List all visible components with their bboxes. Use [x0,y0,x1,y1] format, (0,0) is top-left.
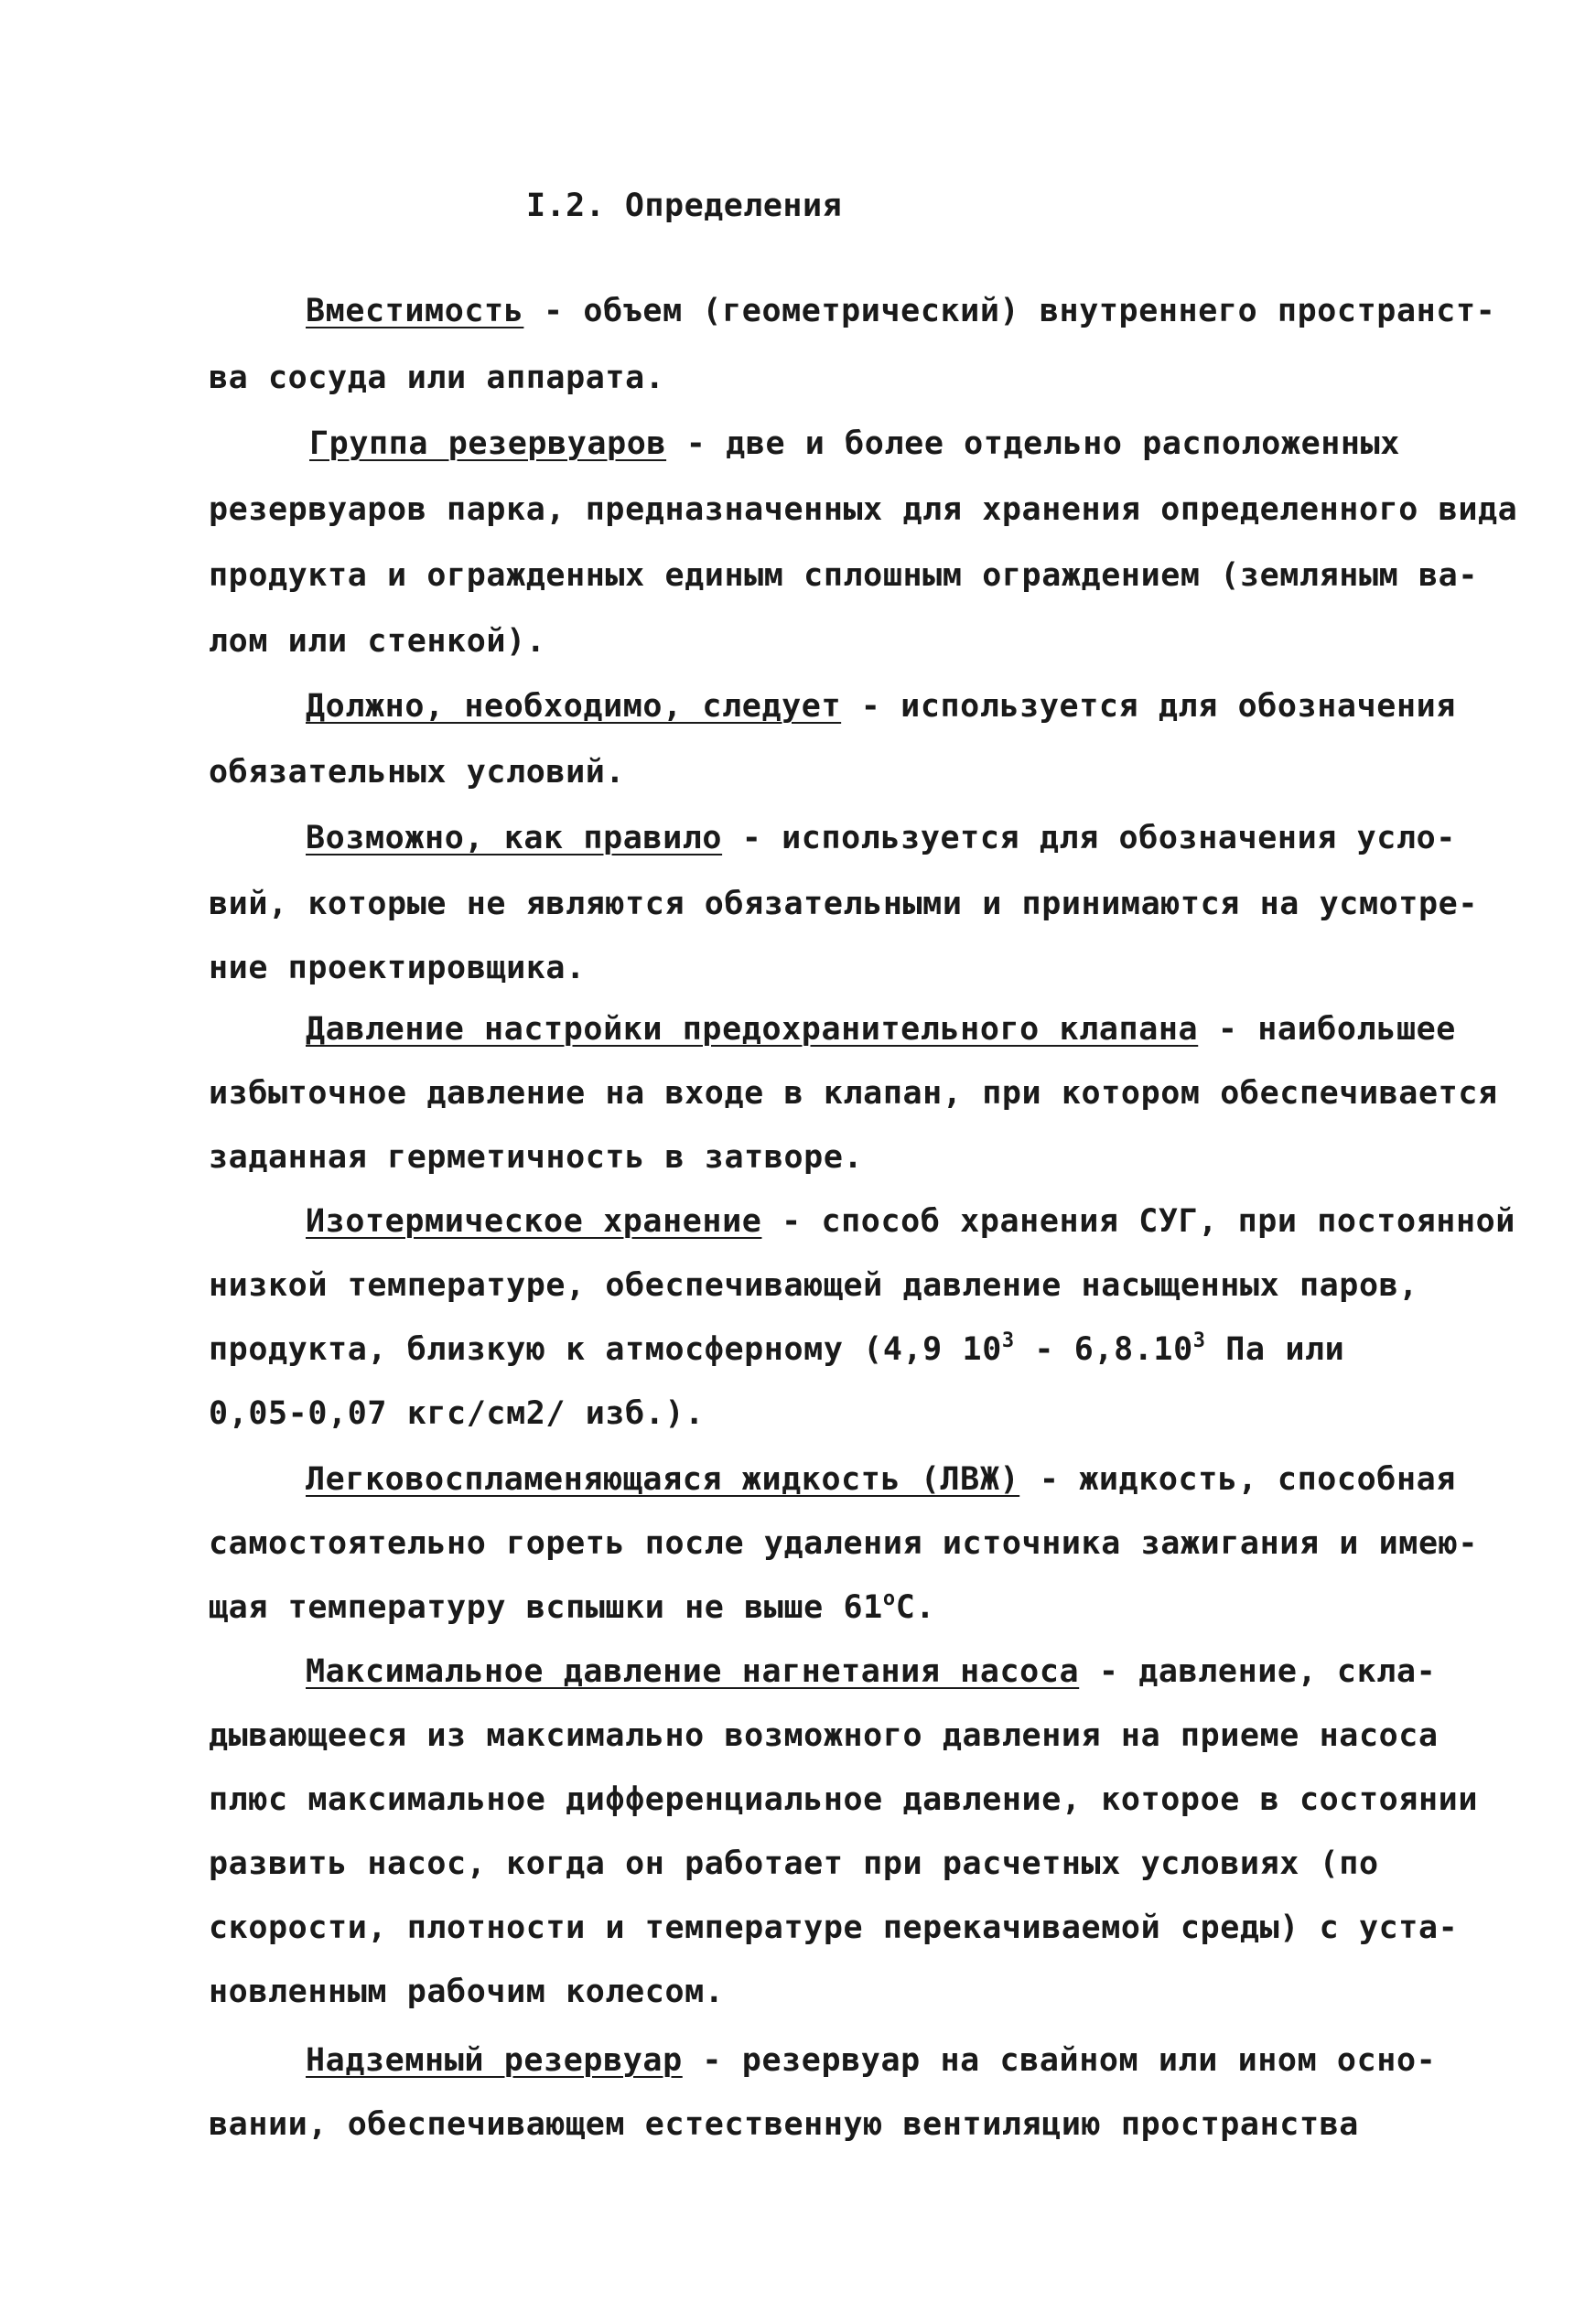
text-line [209,1910,1458,1946]
text-line [306,688,1456,725]
text-line [209,1395,705,1432]
text-line [306,293,1495,329]
superscript: о [882,1587,896,1610]
line-text: обязательных условий. [209,754,626,791]
text-line [209,360,664,396]
line-text: ние проектировщика. [209,950,586,986]
text-line [306,1011,1456,1048]
text-line [209,950,586,986]
text-line [306,1203,1515,1240]
term: Вместимость [306,293,524,329]
text-line [209,754,625,791]
line-text: - объем (геометрический) внутреннего пространст- [523,293,1496,329]
text-line [209,1845,1379,1882]
superscript: 3 [1192,1329,1206,1352]
line-text: новленным рабочим колесом. [209,1974,725,2010]
text-line [209,1589,935,1626]
text-line [209,1974,724,2010]
line-text: избыточное давление на входе в клапан, при котором обеспечивается [209,1075,1498,1112]
text-line [209,623,545,660]
line-text: лом или стенкой). [209,623,546,660]
line-text: Па или [1205,1331,1345,1368]
term: Давление настройки предохранительного клапана [306,1011,1199,1048]
text-line [209,1717,1439,1754]
line-text: резервуаров парка, предназначенных для хранения определенного вида [209,491,1518,528]
text-line [306,1653,1436,1690]
term: Максимальное давление нагнетания насоса [306,1653,1080,1690]
line-text: - используется для обозначения [841,688,1456,725]
text-line [209,1331,1344,1368]
term: Должно, необходимо, следует [306,688,842,725]
line-text: С. [895,1589,936,1626]
text-line [306,820,1456,856]
line-text: продукта, близкую к атмосферному (4,9 10 [209,1331,1002,1368]
line-text: ва сосуда или аппарата. [209,360,665,396]
line-text: - резервуар на свайном или ином осно- [682,2042,1437,2079]
line-text: развить насос, когда он работает при расчетных условиях (по [209,1845,1379,1882]
line-text: скорости, плотности и температуре перекачиваемой среды) с уста- [209,1910,1459,1946]
term: Группа резервуаров [309,425,667,462]
line-text: - используется для обозначения усло- [722,820,1456,856]
term: Изотермическое хранение [306,1203,762,1240]
text-line [209,1781,1478,1818]
line-text: щая температуру вспышки не выше 61 [209,1589,883,1626]
text-line [209,491,1517,528]
superscript: 3 [1001,1329,1015,1352]
line-text: продукта и огражденных единым сплошным ограждением (земляным ва- [209,557,1478,594]
term: Легковоспламеняющаяся жидкость (ЛВЖ) [306,1461,1020,1498]
line-text: - две и более отдельно расположенных [666,425,1400,462]
line-text: плюс максимальное дифференциальное давление, которое в состоянии [209,1781,1478,1818]
text-line [209,1267,1418,1304]
text-line [209,886,1478,922]
line-text: самостоятельно гореть после удаления источника зажигания и имею- [209,1525,1478,1562]
line-text: вий, которые не являются обязательными и принимаются на усмотре- [209,886,1478,922]
text-line [209,1139,863,1176]
line-text: - давление, скла- [1079,1653,1437,1690]
section-heading: I.2. Определения [526,188,843,224]
line-text: вании, обеспечивающем естественную вентиляцию пространства [209,2106,1359,2143]
line-text: низкой температуре, обеспечивающей давление насыщенных паров, [209,1267,1418,1304]
line-text: заданная герметичность в затворе. [209,1139,864,1176]
line-text: - жидкость, способная [1019,1461,1456,1498]
text-line [306,1461,1456,1498]
text-line [209,557,1478,594]
line-text: дывающееся из максимально возможного давления на приеме насоса [209,1717,1439,1754]
text-line [309,425,1400,462]
term: Надземный резервуар [306,2042,683,2079]
text-line [209,1075,1498,1112]
term: Возможно, как правило [306,820,723,856]
text-line [209,2106,1359,2143]
line-text: 0,05-0,07 кгс/см2/ изб.). [209,1395,705,1432]
text-line [306,2042,1436,2079]
text-line [209,1525,1478,1562]
line-text: - способ хранения СУГ, при постоянной [761,1203,1515,1240]
line-text: - 6,8.10 [1014,1331,1193,1368]
line-text: - наибольшее [1198,1011,1456,1048]
